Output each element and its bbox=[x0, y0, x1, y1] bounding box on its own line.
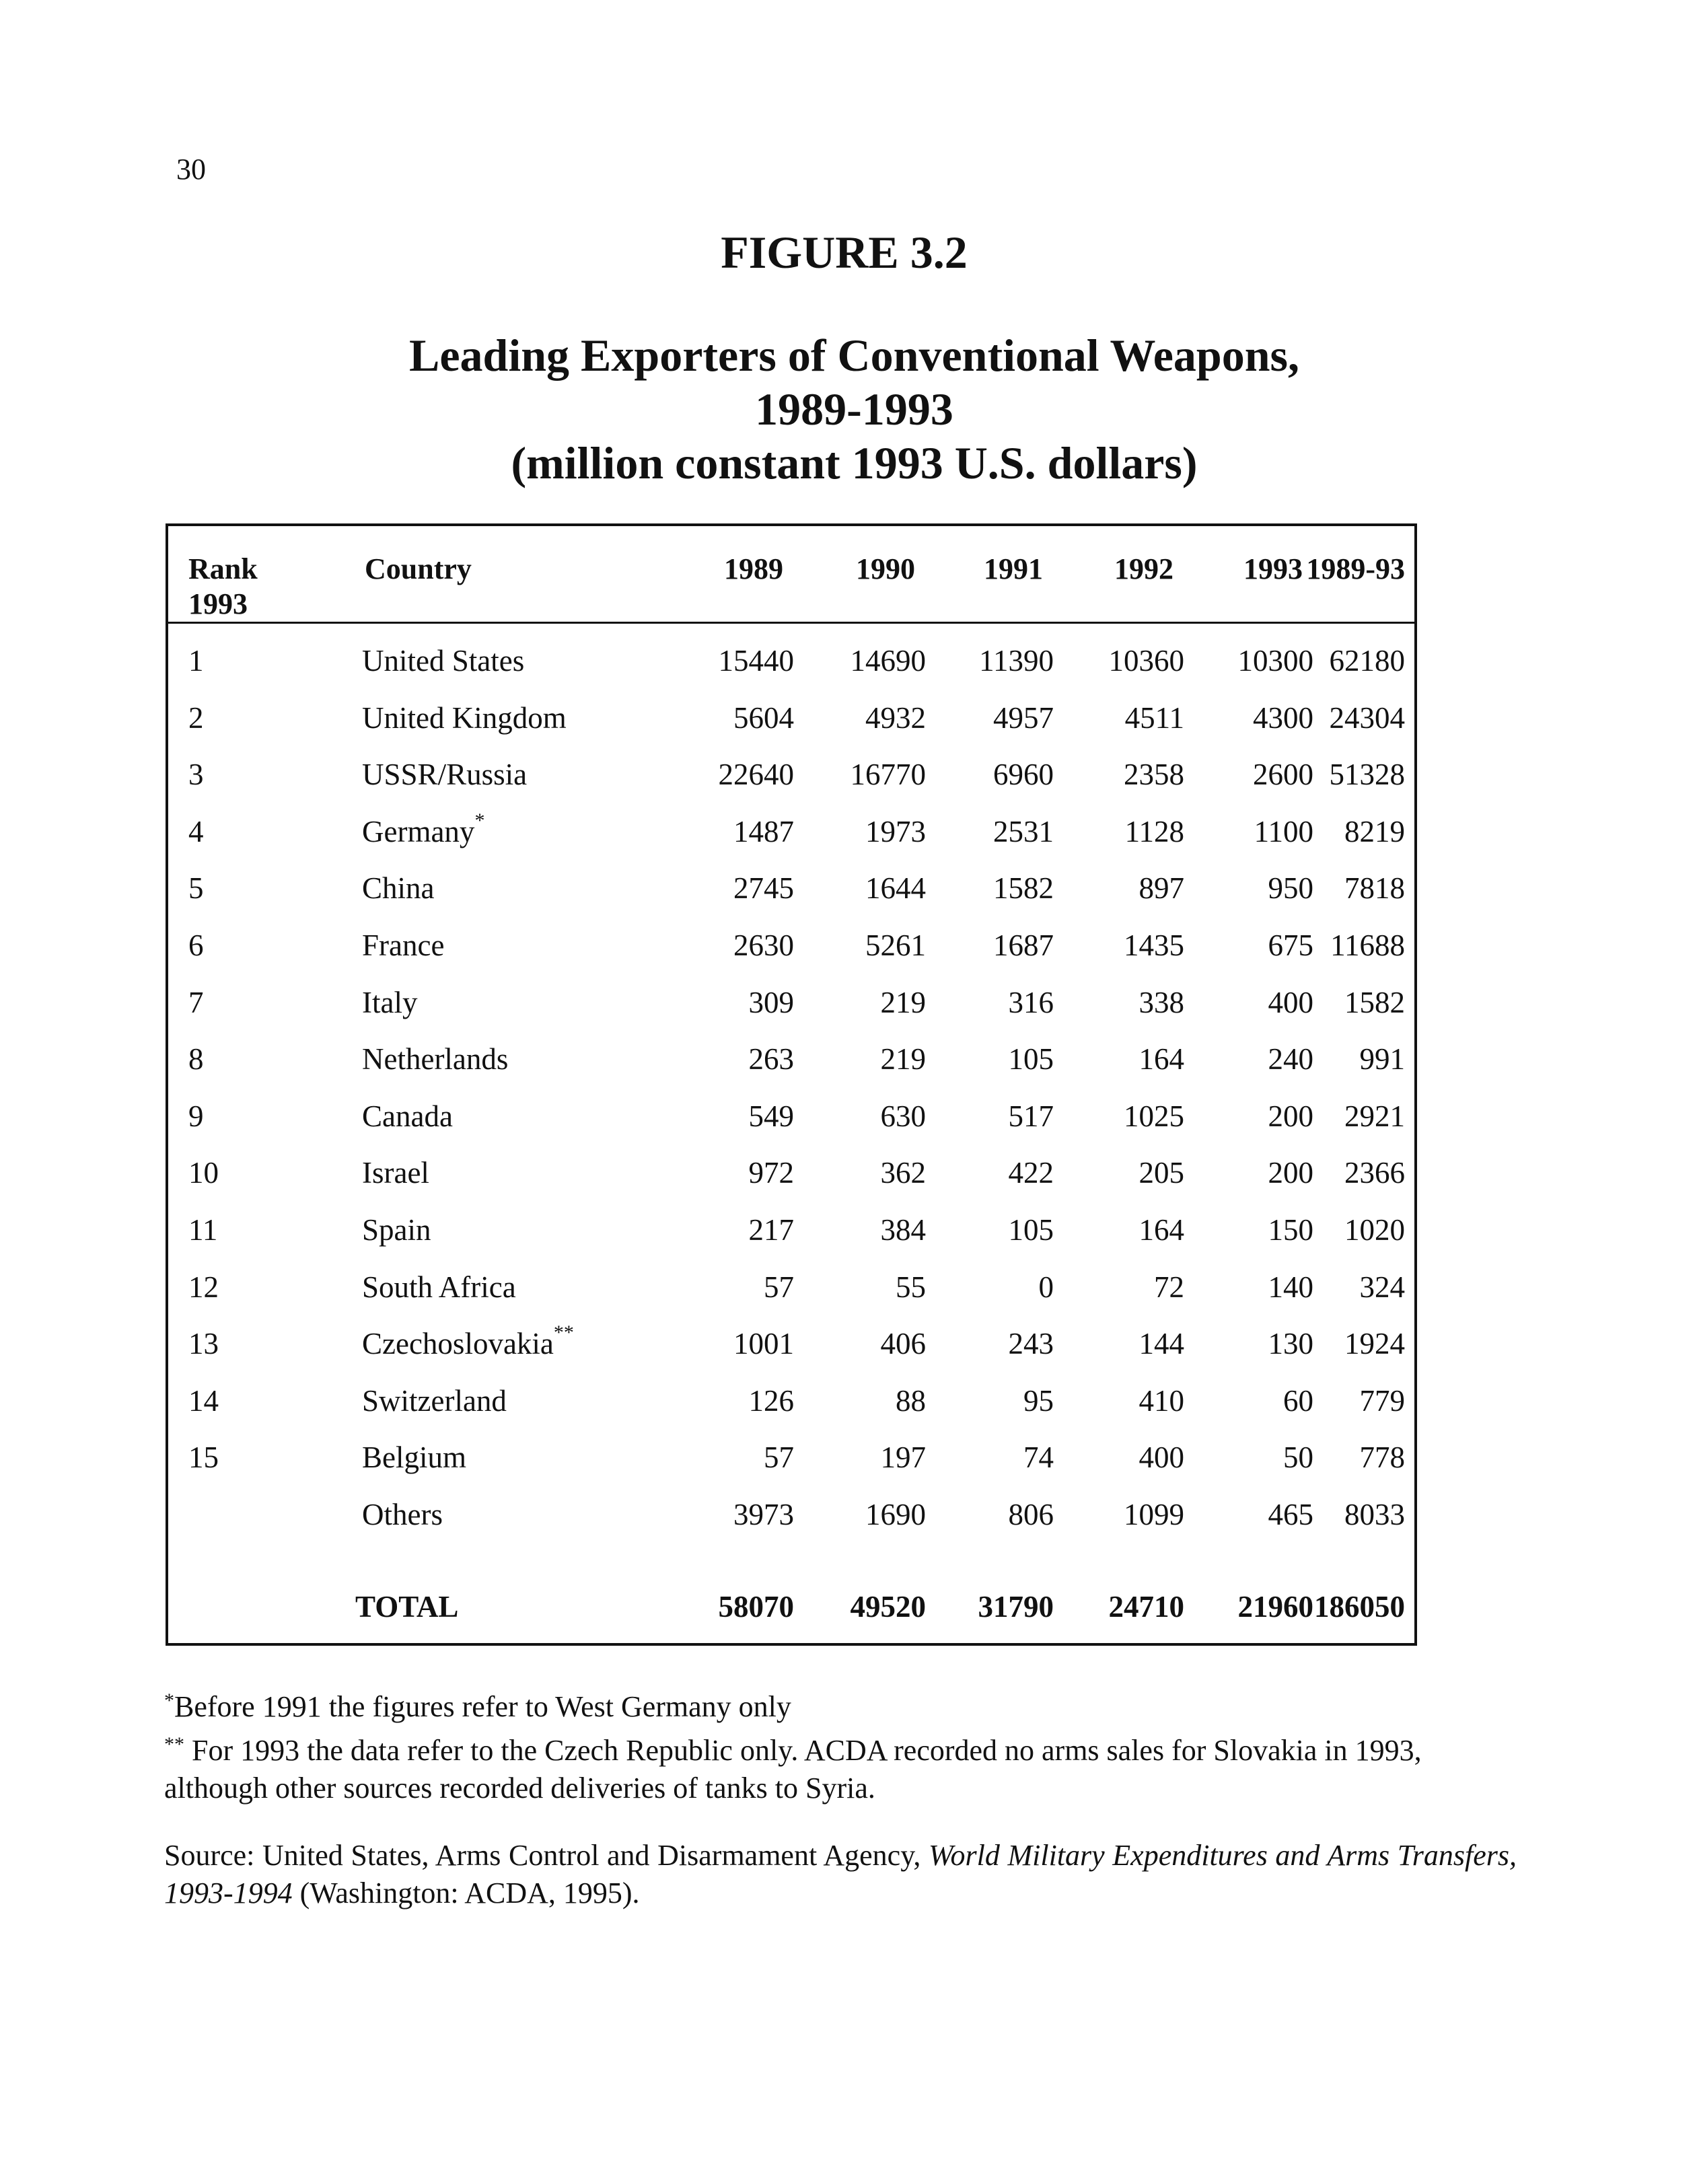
rank-cell: 15 bbox=[188, 1441, 219, 1475]
country-cell bbox=[362, 1096, 453, 1136]
rank-cell: 14 bbox=[188, 1383, 219, 1418]
value-cell-1992: 164 bbox=[1138, 1213, 1184, 1247]
value-cell-1992: 10360 bbox=[1108, 644, 1184, 678]
value-cell-1992: 410 bbox=[1138, 1383, 1184, 1418]
table-row bbox=[168, 1267, 1414, 1307]
value-cell-1989-93: 2921 bbox=[1344, 1099, 1405, 1133]
table-row bbox=[168, 1381, 1414, 1421]
table-row bbox=[168, 1039, 1414, 1079]
header-year-1991: 1991 bbox=[984, 552, 1043, 585]
value-cell-1989: 1001 bbox=[733, 1327, 794, 1361]
value-cell-1990: 219 bbox=[880, 1042, 926, 1077]
value-cell-1989: 1487 bbox=[733, 814, 794, 848]
total-cell-1992: 24710 bbox=[1108, 1590, 1184, 1624]
value-cell-1993: 140 bbox=[1268, 1270, 1313, 1304]
value-cell-1990: 197 bbox=[880, 1441, 926, 1475]
value-cell-1991: 243 bbox=[1008, 1327, 1054, 1361]
value-cell-1989: 2630 bbox=[733, 929, 794, 962]
value-cell-1990: 406 bbox=[880, 1327, 926, 1361]
total-cell-1991: 31790 bbox=[978, 1590, 1054, 1624]
value-cell-1991: 422 bbox=[1008, 1156, 1054, 1190]
country-name: China bbox=[362, 871, 435, 906]
value-cell-1989: 5604 bbox=[733, 700, 794, 735]
footnote-marker: * bbox=[474, 809, 485, 832]
value-cell-1990: 1644 bbox=[865, 871, 926, 906]
value-cell-1991: 316 bbox=[1008, 985, 1054, 1019]
table-row bbox=[168, 1494, 1414, 1535]
value-cell-1991: 4957 bbox=[993, 700, 1054, 735]
value-cell-1990: 630 bbox=[880, 1099, 926, 1133]
table-row bbox=[168, 868, 1414, 908]
value-cell-1989-93: 1582 bbox=[1344, 985, 1405, 1019]
value-cell-1992: 338 bbox=[1138, 985, 1184, 1019]
value-cell-1993: 50 bbox=[1283, 1441, 1313, 1475]
rank-cell: 1 bbox=[188, 644, 204, 678]
table-row bbox=[168, 1096, 1414, 1136]
value-cell-1989-93: 11688 bbox=[1330, 929, 1405, 962]
figure-label: FIGURE 3.2 bbox=[721, 227, 968, 278]
rank-cell: 13 bbox=[188, 1327, 219, 1361]
value-cell-1989: 217 bbox=[748, 1213, 794, 1247]
footnote-1-text: Before 1991 the figures refer to West Germany only bbox=[174, 1690, 791, 1723]
value-cell-1990: 362 bbox=[880, 1156, 926, 1190]
header-year-1993: 1993 bbox=[1243, 552, 1303, 585]
value-cell-1991: 95 bbox=[1023, 1383, 1054, 1418]
country-name: Canada bbox=[362, 1099, 453, 1133]
rank-cell: 7 bbox=[188, 985, 204, 1019]
value-cell-1989-93: 24304 bbox=[1329, 700, 1405, 735]
value-cell-1992: 1128 bbox=[1124, 814, 1184, 848]
value-cell-1991: 1687 bbox=[993, 929, 1054, 962]
country-name: United States bbox=[362, 644, 525, 678]
value-cell-1993: 675 bbox=[1268, 929, 1313, 962]
value-cell-1993: 150 bbox=[1268, 1213, 1313, 1247]
value-cell-1993: 950 bbox=[1268, 871, 1313, 906]
value-cell-1992: 4511 bbox=[1124, 700, 1184, 735]
country-cell bbox=[362, 925, 444, 966]
page-number: 30 bbox=[176, 153, 206, 186]
title-line-1: Leading Exporters of Conventional Weapons, bbox=[408, 330, 1299, 381]
value-cell-1989: 126 bbox=[748, 1383, 794, 1418]
value-cell-1990: 1973 bbox=[865, 814, 926, 848]
rank-cell: 6 bbox=[188, 929, 204, 962]
value-cell-1989-93: 1924 bbox=[1344, 1327, 1405, 1361]
value-cell-1992: 897 bbox=[1138, 871, 1184, 906]
value-cell-1992: 1435 bbox=[1124, 929, 1184, 962]
table-row bbox=[168, 1153, 1414, 1193]
header-rank bbox=[188, 552, 258, 622]
country-name: Switzerland bbox=[362, 1383, 507, 1418]
value-cell-1991: 11390 bbox=[979, 644, 1054, 678]
total-cell-1989: 58070 bbox=[718, 1590, 794, 1624]
title-line-3: (million constant 1993 U.S. dollars) bbox=[511, 437, 1198, 488]
value-cell-1989: 15440 bbox=[718, 644, 794, 678]
value-cell-1989: 263 bbox=[748, 1042, 794, 1077]
country-cell bbox=[362, 1039, 508, 1079]
figure-title bbox=[5, 328, 1699, 490]
value-cell-1989: 972 bbox=[748, 1156, 794, 1190]
value-cell-1993: 1100 bbox=[1254, 814, 1313, 848]
total-cell-1989-93: 186050 bbox=[1314, 1590, 1405, 1624]
country-name: South Africa bbox=[362, 1270, 516, 1304]
value-cell-1989: 22640 bbox=[718, 758, 794, 792]
table-row bbox=[168, 1437, 1414, 1478]
table-row bbox=[168, 641, 1414, 681]
value-cell-1989-93: 779 bbox=[1359, 1383, 1405, 1418]
rank-cell: 8 bbox=[188, 1042, 204, 1077]
value-cell-1993: 400 bbox=[1268, 985, 1313, 1019]
value-cell-1991: 806 bbox=[1008, 1498, 1054, 1531]
table-row bbox=[168, 811, 1414, 852]
value-cell-1990: 4932 bbox=[865, 700, 926, 735]
header-country: Country bbox=[365, 552, 472, 585]
value-cell-1993: 240 bbox=[1268, 1042, 1313, 1077]
value-cell-1989-93: 51328 bbox=[1329, 758, 1405, 792]
value-cell-1989-93: 7818 bbox=[1344, 871, 1405, 906]
value-cell-1992: 1025 bbox=[1124, 1099, 1184, 1133]
total-row bbox=[168, 1587, 1414, 1627]
value-cell-1989: 3973 bbox=[733, 1498, 794, 1531]
total-cell-1993: 21960 bbox=[1237, 1590, 1313, 1624]
value-cell-1989-93: 8033 bbox=[1344, 1498, 1405, 1531]
table-row bbox=[168, 982, 1414, 1023]
country-cell bbox=[362, 868, 435, 908]
footnote-germany bbox=[164, 1682, 1517, 1726]
source-suffix: (Washington: ACDA, 1995). bbox=[292, 1877, 640, 1909]
country-name: Belgium bbox=[362, 1441, 466, 1475]
rank-cell: 4 bbox=[188, 814, 204, 848]
header-year-1990: 1990 bbox=[856, 552, 915, 585]
footnote-2-mark: ** bbox=[164, 1733, 184, 1755]
value-cell-1993: 465 bbox=[1268, 1498, 1313, 1531]
value-cell-1993: 200 bbox=[1268, 1156, 1313, 1190]
footnote-1-mark: * bbox=[164, 1689, 174, 1712]
rank-cell: 5 bbox=[188, 871, 204, 906]
footnote-2-text: For 1993 the data refer to the Czech Republic only. ACDA recorded no arms sales for Slovakia in 1993, although other sources recorded deliveries of tanks to Syria. bbox=[164, 1734, 1422, 1805]
value-cell-1991: 2531 bbox=[993, 814, 1054, 848]
total-label: TOTAL bbox=[355, 1590, 459, 1624]
country-name: Others bbox=[362, 1498, 443, 1531]
table-row bbox=[168, 698, 1414, 738]
country-cell bbox=[362, 1437, 466, 1478]
value-cell-1991: 0 bbox=[1038, 1270, 1054, 1304]
country-cell bbox=[362, 1267, 516, 1307]
value-cell-1992: 2358 bbox=[1124, 758, 1184, 792]
value-cell-1990: 16770 bbox=[850, 758, 926, 792]
country-cell bbox=[362, 754, 527, 795]
value-cell-1991: 6960 bbox=[993, 758, 1054, 792]
country-cell bbox=[362, 698, 567, 738]
rank-cell: 11 bbox=[188, 1213, 218, 1247]
rank-cell: 10 bbox=[188, 1156, 219, 1190]
country-name: France bbox=[362, 929, 445, 962]
value-cell-1992: 1099 bbox=[1124, 1498, 1184, 1531]
rank-cell: 12 bbox=[188, 1270, 219, 1304]
table-row bbox=[168, 925, 1414, 966]
country-name: Israel bbox=[362, 1156, 429, 1190]
header-year-1989-93: 1989-93 bbox=[1306, 552, 1405, 585]
header-year-1992: 1992 bbox=[1114, 552, 1173, 585]
country-name: United Kingdom bbox=[362, 700, 567, 735]
footnote-czech bbox=[164, 1726, 1517, 1807]
value-cell-1989-93: 8219 bbox=[1344, 814, 1405, 848]
country-cell bbox=[362, 1494, 443, 1535]
value-cell-1991: 1582 bbox=[993, 871, 1054, 906]
country-cell bbox=[362, 1381, 507, 1421]
value-cell-1989: 57 bbox=[764, 1270, 794, 1304]
value-cell-1992: 400 bbox=[1138, 1441, 1184, 1475]
table-row bbox=[168, 754, 1414, 795]
value-cell-1991: 74 bbox=[1023, 1441, 1054, 1475]
source-prefix: Source: United States, Arms Control and Disarmament Agency, bbox=[164, 1839, 929, 1872]
value-cell-1989-93: 1020 bbox=[1344, 1213, 1405, 1247]
header-rank-line1: Rank bbox=[188, 552, 258, 585]
country-name: Germany bbox=[362, 814, 475, 848]
value-cell-1990: 14690 bbox=[850, 644, 926, 678]
country-name: Spain bbox=[362, 1213, 431, 1247]
value-cell-1989: 549 bbox=[748, 1099, 794, 1133]
value-cell-1992: 144 bbox=[1138, 1327, 1184, 1361]
value-cell-1991: 517 bbox=[1008, 1099, 1054, 1133]
value-cell-1990: 88 bbox=[896, 1383, 926, 1418]
country-cell bbox=[362, 811, 484, 852]
value-cell-1993: 4300 bbox=[1253, 700, 1313, 735]
rank-cell: 3 bbox=[188, 758, 204, 792]
value-cell-1989: 2745 bbox=[733, 871, 794, 906]
rank-cell: 9 bbox=[188, 1099, 204, 1133]
value-cell-1993: 2600 bbox=[1253, 758, 1313, 792]
value-cell-1989-93: 324 bbox=[1359, 1270, 1405, 1304]
table-row bbox=[168, 1323, 1414, 1364]
value-cell-1990: 219 bbox=[880, 985, 926, 1019]
value-cell-1990: 384 bbox=[880, 1213, 926, 1247]
country-name: Czechoslovakia bbox=[362, 1327, 554, 1361]
table-row bbox=[168, 1210, 1414, 1250]
value-cell-1991: 105 bbox=[1008, 1042, 1054, 1077]
value-cell-1992: 72 bbox=[1154, 1270, 1184, 1304]
country-cell bbox=[362, 641, 524, 681]
value-cell-1991: 105 bbox=[1008, 1213, 1054, 1247]
footnotes bbox=[164, 1682, 1517, 1912]
value-cell-1993: 60 bbox=[1283, 1383, 1313, 1418]
value-cell-1990: 5261 bbox=[865, 929, 926, 962]
header-year-1989: 1989 bbox=[724, 552, 783, 585]
value-cell-1989: 57 bbox=[764, 1441, 794, 1475]
value-cell-1993: 130 bbox=[1268, 1327, 1313, 1361]
country-cell bbox=[362, 1153, 429, 1193]
value-cell-1993: 200 bbox=[1268, 1099, 1313, 1133]
header-rank-line2: 1993 bbox=[188, 587, 248, 620]
country-cell bbox=[362, 1323, 574, 1364]
value-cell-1989-93: 778 bbox=[1359, 1441, 1405, 1475]
value-cell-1992: 164 bbox=[1138, 1042, 1184, 1077]
source-title: World Military Expenditures and Arms Transfers, 1993-1994 bbox=[164, 1839, 1517, 1909]
rank-cell: 2 bbox=[188, 700, 204, 735]
country-cell bbox=[362, 1210, 431, 1250]
total-cell-1990: 49520 bbox=[850, 1590, 926, 1624]
country-name: Netherlands bbox=[362, 1042, 509, 1077]
value-cell-1989-93: 62180 bbox=[1329, 644, 1405, 678]
country-name: Italy bbox=[362, 985, 418, 1019]
value-cell-1990: 55 bbox=[896, 1270, 926, 1304]
value-cell-1990: 1690 bbox=[865, 1498, 926, 1531]
value-cell-1989-93: 991 bbox=[1359, 1042, 1405, 1077]
title-line-2: 1989-1993 bbox=[755, 384, 953, 435]
country-name: USSR/Russia bbox=[362, 758, 528, 792]
header-rule bbox=[168, 622, 1414, 624]
source-note bbox=[164, 1837, 1517, 1912]
value-cell-1992: 205 bbox=[1138, 1156, 1184, 1190]
value-cell-1989-93: 2366 bbox=[1344, 1156, 1405, 1190]
value-cell-1993: 10300 bbox=[1237, 644, 1313, 678]
value-cell-1989: 309 bbox=[748, 985, 794, 1019]
exporters-table bbox=[166, 523, 1417, 1646]
footnote-marker: ** bbox=[553, 1321, 574, 1344]
country-cell bbox=[362, 982, 417, 1023]
